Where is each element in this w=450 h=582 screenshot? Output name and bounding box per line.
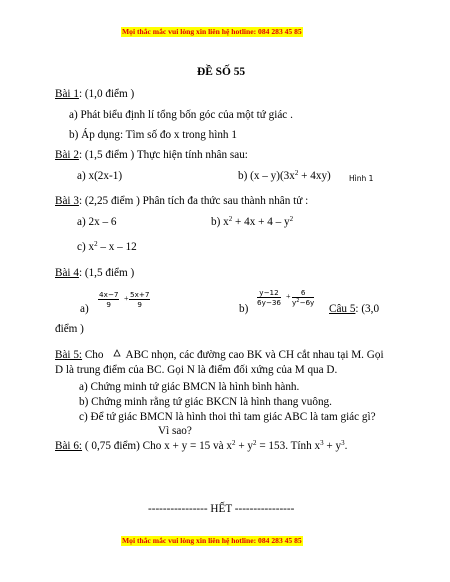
bai4-a-numerator-1: 4x−7 [99,290,119,299]
bai6-exp3: 3 [320,439,324,447]
bai3-intro: : (2,25 điểm ) Phân tích đa thức sau thành nhân tử : [78,195,309,207]
bai5-line-1 [55,348,384,362]
bai5-part-c-cont: Vì sao? [158,425,192,437]
bai6-text4: + y [323,440,342,452]
bai4-part-a-label: a) [80,303,89,315]
bai4-b-den2-text2: −6y [299,298,315,307]
header-hotline: Mọi thắc mắc vui lòng xin liên hệ hotline: 084 283 45 85 [122,27,302,36]
bai4-a-numerator-2: 5x+7 [130,290,150,299]
bai3-part-a: a) 2x – 6 [77,216,117,228]
bai4-b-fraction-2 [292,288,314,307]
triangle-icon [113,349,121,357]
bai1-part-b: b) Áp dụng: Tìm số đo x trong hình 1 [69,129,237,141]
bai4-a-denominator-1: 9 [106,300,111,309]
bai4-b-numerator-1: y−12 [257,288,281,298]
bai4-b-denominator-2 [292,298,314,307]
bai4-b-den2-text1: y [292,298,297,307]
bai4-a-plus: + [124,294,129,303]
bai1-label: Bài 1 [55,88,79,100]
cau5-heading [329,302,379,316]
bai4-b-den2-exponent: 2 [296,298,300,304]
bai1-points: : (1,0 điểm ) [78,88,135,100]
bai2-b-exponent: 2 [294,169,299,177]
page-title: ĐỀ SỐ 55 [197,66,246,78]
bai2-b-text1: b) (x – y)(3x [238,170,295,182]
bai3-b-text1: b) x [211,216,229,228]
bai3-part-c [77,240,137,254]
bai2-b-text2: + 4xy) [298,170,331,182]
bai5-line1-pre: Cho [84,349,104,361]
bai3-c-text2: – x – 12 [97,241,137,253]
bai3-c-exponent: 2 [94,240,98,248]
bai3-heading [55,194,308,208]
bai6-text2: + y [235,440,254,452]
cau5-points: : (3,0 [355,303,380,315]
bai4-a-denominator-2: 9 [137,300,142,309]
bai6-exp4: 3 [341,439,345,447]
bai1-part-a: a) Phát biểu định lí tổng bốn góc của một tứ giác . [69,109,293,121]
cau5-continuation: điểm ) [55,323,84,335]
bai6-line [55,439,347,453]
bai5-part-b: b) Chứng minh rằng tứ giác BKCN là hình thang vuông. [79,396,332,408]
bai6-exp2: 2 [253,439,257,447]
bai4-b-numerator-2: 6 [292,288,314,298]
bai3-label: Bài 3 [55,195,79,207]
bai3-b-exponent2: 2 [289,215,294,223]
bai5-line-2: D là trung điểm của BC. Gọi N là điểm đối xứng của M qua D. [55,364,338,376]
bai4-b-denominator-1: 6y−36 [257,298,281,307]
bai3-b-exponent1: 2 [228,215,233,223]
bai2-intro: : (1,5 điểm ) Thực hiện tính nhân sau: [78,149,248,161]
bai2-label: Bài 2 [55,149,79,161]
bai4-label: Bài 4 [55,267,79,279]
footer-hotline: Mọi thắc mắc vui lòng xin liên hệ hotline: 084 283 45 85 [122,536,302,545]
bai3-b-text2: + 4x + 4 – y [232,216,290,228]
bai4-b-plus: + [286,292,291,301]
bai6-exp1: 2 [232,439,236,447]
bai1-heading [55,87,134,101]
bai3-c-text1: c) x [77,241,95,253]
bai5-part-a: a) Chứng minh tứ giác BMCN là hình bình hành. [79,381,300,393]
cau5-label: Câu 5 [329,303,356,315]
bai4-b-fraction-1 [257,288,281,307]
figure-label: Hình 1 [349,174,374,183]
bai4-a-fraction-2 [129,290,150,309]
bai4-part-b-label: b) [239,303,249,315]
bai4-a-fraction-1 [98,290,119,309]
bai5-line1-post: ABC nhọn, các đường cao BK và CH cắt nhau tại M. Gọi [125,349,384,361]
bai2-part-b [238,169,331,183]
bai6-label: Bài 6: [55,440,83,452]
bai4-heading [55,266,134,280]
bai6-text3: = 153. Tính x [256,440,321,452]
bai2-heading [55,148,248,162]
bai4-points: : (1,5 điểm ) [78,267,135,279]
bai6-text5: . [344,440,348,452]
bai2-part-a: a) x(2x-1) [77,170,123,182]
bai5-label: Bài 5: [55,349,83,361]
end-marker: ---------------- HẾT ---------------- [148,503,295,515]
bai5-part-c: c) Để tứ giác BMCN là hình thoi thì tam giác ABC là tam giác gì? [79,411,376,423]
bai3-part-b [211,215,293,229]
bai6-text1: ( 0,75 điểm) Cho x + y = 15 và x [82,440,233,452]
